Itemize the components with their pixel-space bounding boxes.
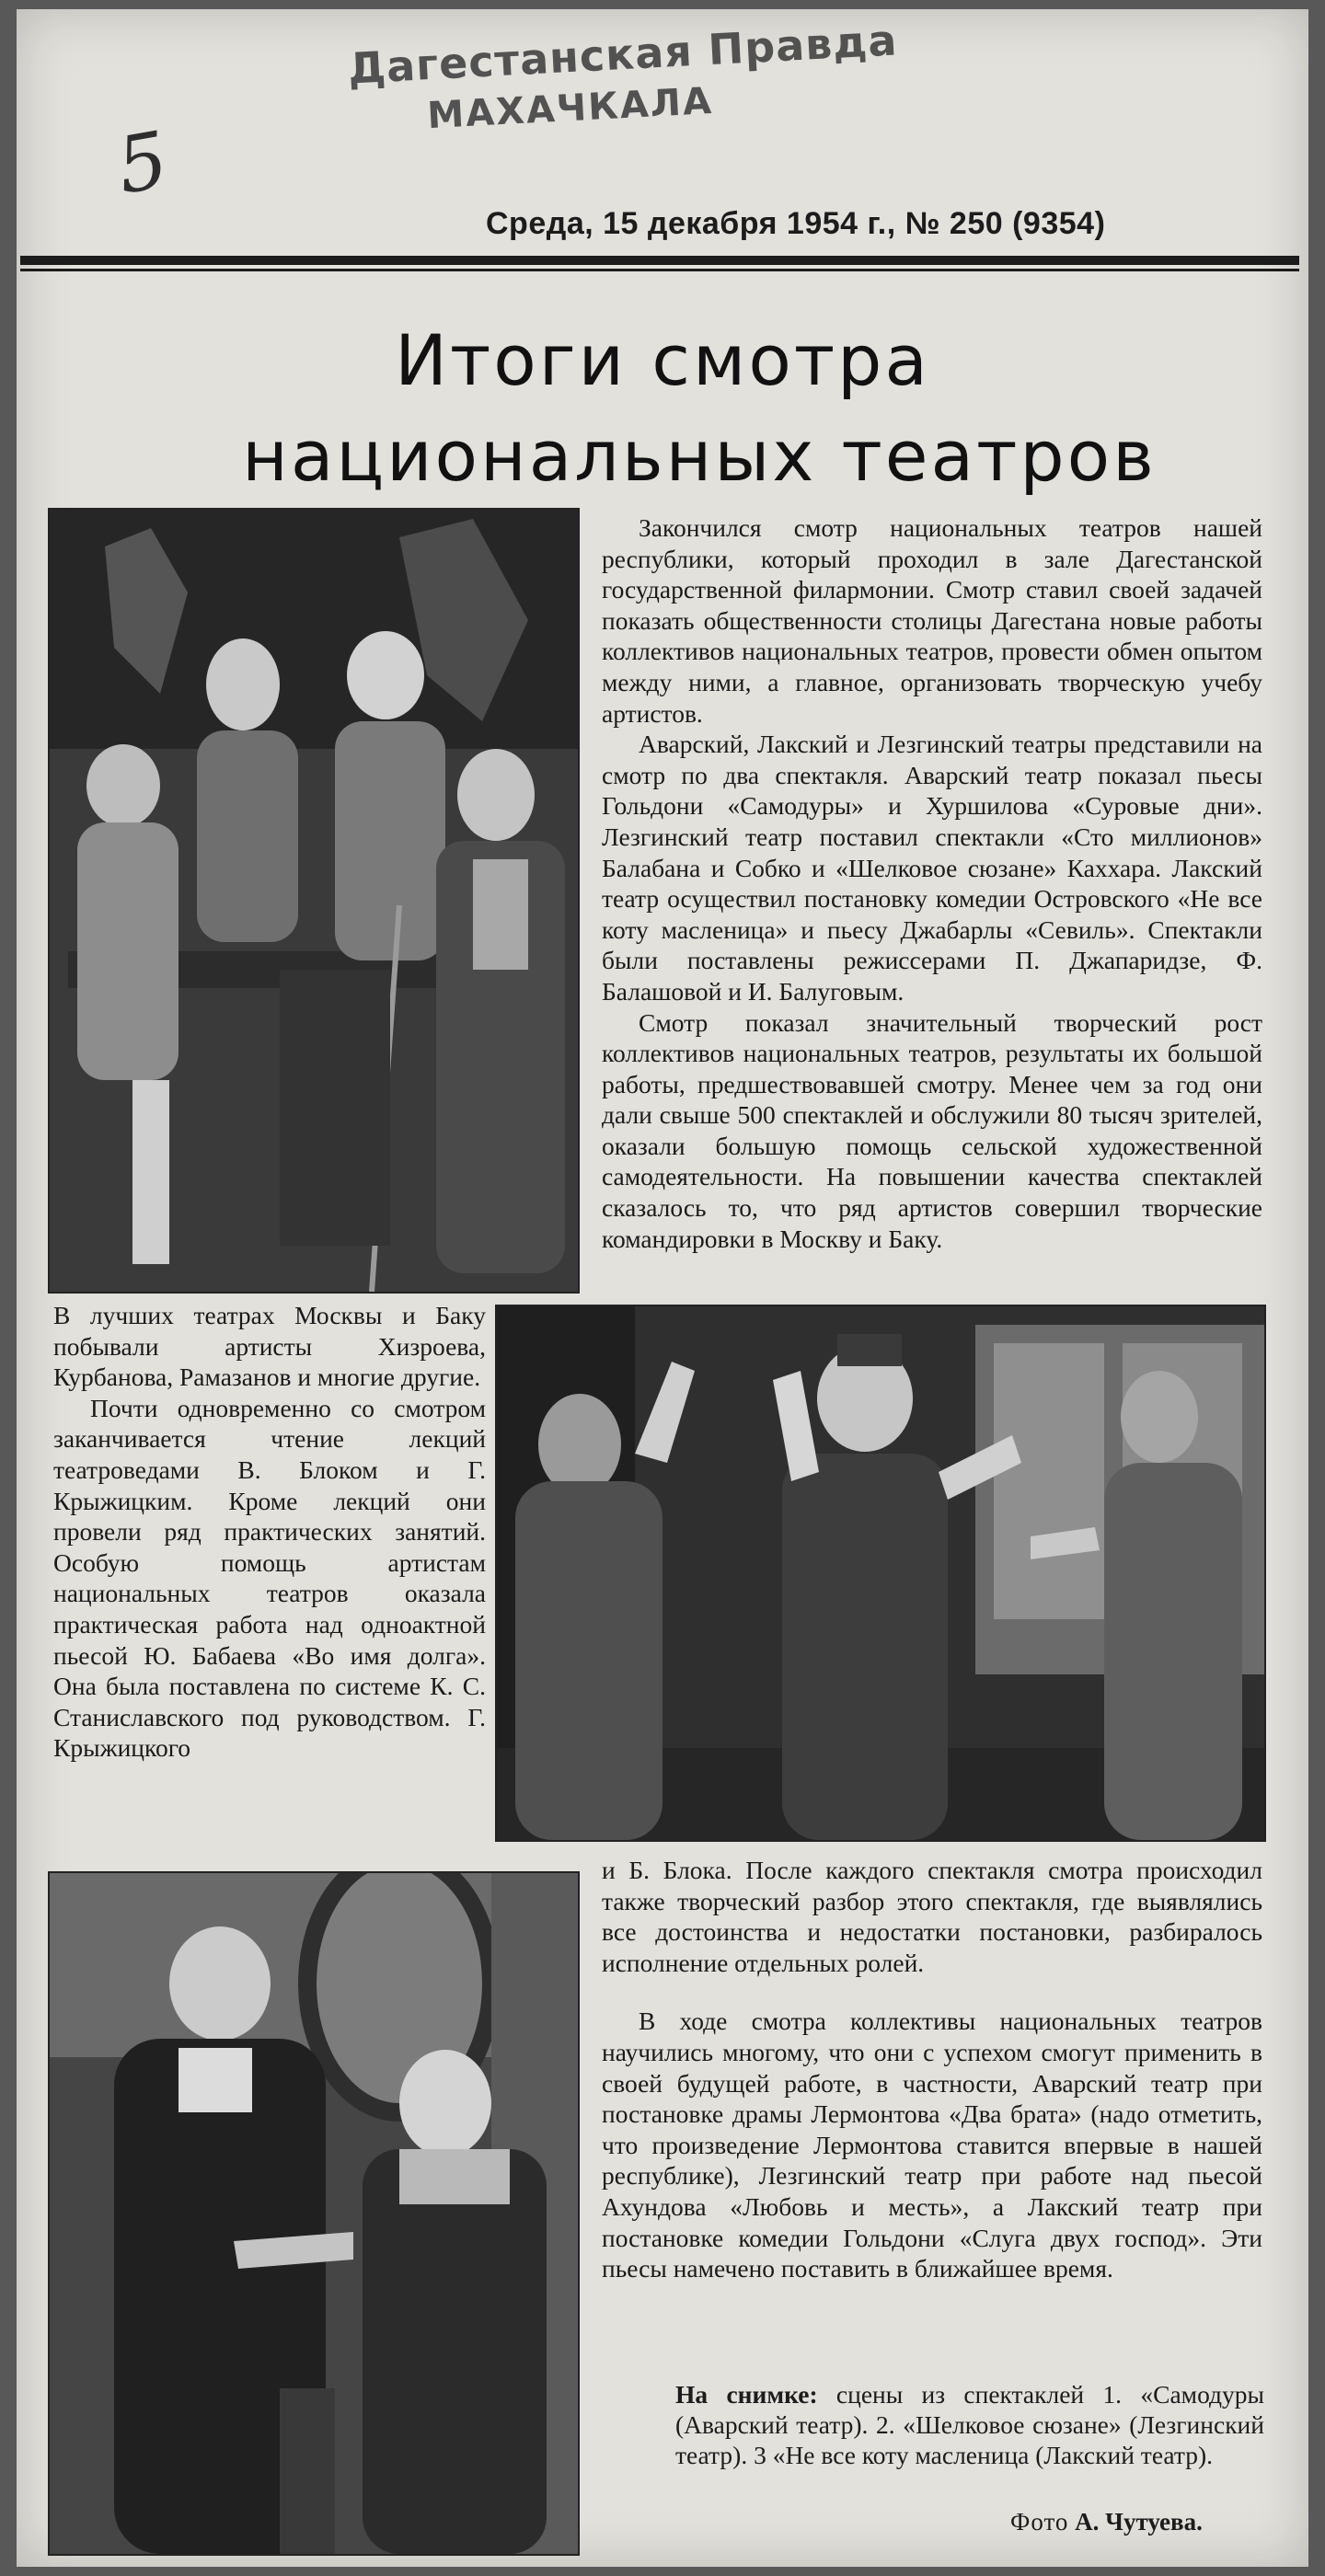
archive-stamp	[328, 14, 921, 142]
intro-paragraph-2: Аварский, Лакский и Лезгинский театры представили на смотр по два спектакля. Аварский театр показал пьесы Гольдони «Самодуры» и Хуршилова «Суровые дни». Лезгинский театр поставил спектакли «Сто миллионов» Балабана и Собко и «Шелковое сюзане» Каххара. Лакский театр осуществил постановку комедии Островского «Не все коту масленица» и пьесу Джабарлы «Севиль». Спектакли были поставлены режиссерами П. Джапаридзе, Ф. Балашовой и И. Балуговым.	[602, 730, 1262, 1006]
header-rule-thin	[20, 269, 1299, 271]
left-paragraph-1: В лучших театрах Москвы и Баку побывали артисты Хизроева, Курбанова, Рамазанов и многие другие.	[53, 1301, 486, 1392]
article-intro-column	[602, 512, 1262, 1254]
header-rule	[20, 256, 1299, 265]
intro-paragraph-3: Смотр показал значительный творческий рост коллективов национальных театров, результаты их большой работы, предшествовавшей смотру. Менее чем за год они дали свыше 500 спектаклей и обслужили 80 тысяч зрителей, оказали большую помощь сельской художественной самодеятельности. На повышении качества спектаклей сказалось то, что ряд артистов совершил творческие командировки в Москву и Баку.	[602, 1007, 1262, 1253]
photo-scene-samoduri-image	[50, 510, 578, 1292]
caption-label: На снимке:	[675, 2380, 818, 2409]
photo-scene-shelkovoe-syuzane-image	[497, 1306, 1264, 1840]
credit-name: А. Чутуева.	[1068, 2508, 1203, 2536]
photo-scene-shelkovoe-syuzane	[495, 1305, 1266, 1842]
credit-label: Фото	[1010, 2508, 1069, 2536]
caption-text: сцены из спектаклей 1. «Самодуры (Аварский театр). 2. «Шелковое сюзане» (Лезгинский театр). 3 «Не все коту масленица (Лакский театр).	[675, 2380, 1264, 2469]
photo-scene-ne-vse-kotu-maslenitsa-image	[50, 1873, 578, 2554]
article-left-column	[53, 1300, 486, 1764]
intro-paragraph-1: Закончился смотр национальных театров нашей республики, который проходил в зале Дагестанской государственной филармонии. Смотр ставил своей задачей показать общественности столицы Дагестана новые работы коллективов национальных театров, провести обмен опытом между ними, а главное, организовать творческую учебу артистов.	[602, 513, 1262, 728]
continuation-paragraph-2: В ходе смотра коллективы национальных театров научились многому, что они с успехом смогут применить в своей будущей работе, в частности, Аварский театр при постановке драмы Лермонтова «Два брата» (надо отметить, что произведение Лермонтова ставится впервые в нашей республике), Лезгинский театр при работе над пьесой Ахундова «Любовь и месть», а Лакский театр при постановке комедии Гольдони «Слуга двух господ». Эти пьесы намечено поставить в ближайшее время.	[602, 2007, 1262, 2283]
article-continuation-column	[602, 1855, 1262, 2284]
headline-line-1: Итоги смотра	[395, 319, 930, 401]
left-paragraph-2: Почти одновременно со смотром заканчивается чтение лекций театроведами В. Блоком и Г. Крыжицким. Кроме лекций они провели ряд практических занятий. Особую помощь артистам национальных театров оказала практическая работа над одноактной пьесой Ю. Бабаева «Во имя долга». Она была поставлена по системе К. С. Станиславского под руководством. Г. Крыжицкого	[53, 1393, 486, 1763]
photo-scene-ne-vse-kotu-maslenitsa	[48, 1871, 580, 2556]
headline-line-2: национальных театров	[242, 415, 1157, 497]
handwritten-page-number: 5	[109, 114, 175, 212]
newspaper-clipping	[17, 9, 1308, 2567]
stamp-city: МАХАЧКАЛА	[426, 79, 715, 138]
article-headline	[17, 313, 1308, 504]
stamp-newspaper-name: Дагестанская Правда	[346, 15, 899, 94]
issue-dateline: Среда, 15 декабря 1954 г., № 250 (9354)	[486, 206, 1106, 241]
photo-scene-samoduri	[48, 508, 580, 1294]
continuation-paragraph-1: и Б. Блока. После каждого спектакля смотра происходил также творческий разбор этого спектакля, где выявлялись все достоинства и недостатки постановки, разбиралось исполнение отдельных ролей.	[602, 1856, 1262, 1977]
photo-caption	[675, 2379, 1264, 2470]
photo-credit	[1010, 2508, 1203, 2536]
